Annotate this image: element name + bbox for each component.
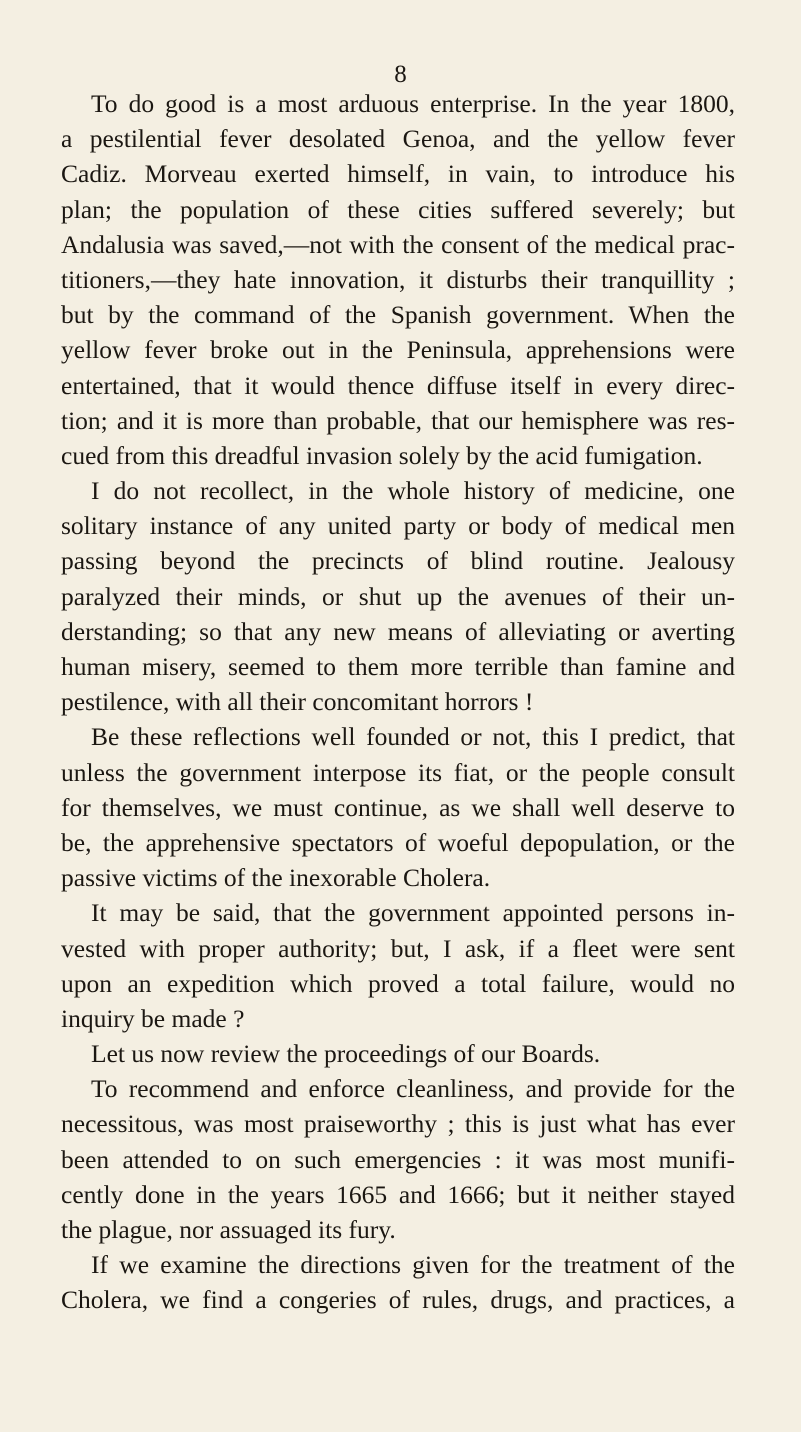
- text-line: Cholera, we find a congeries of rules, drugs, and practices, a: [61, 1285, 735, 1315]
- text-line: If we examine the directions given for the treatment of the: [91, 1250, 735, 1280]
- text-line: derstanding; so that any new means of alleviating or averting: [61, 616, 735, 646]
- text-line: tion; and it is more than probable, that our hemisphere was res-: [61, 405, 735, 435]
- text-line: Andalusia was saved,—not with the consent of the medical prac-: [61, 229, 735, 259]
- text-line: I do not recollect, in the whole history of medicine, one: [91, 476, 735, 506]
- text-line: inquiry be made ?: [61, 1003, 245, 1033]
- text-line: passing beyond the precincts of blind routine. Jealousy: [61, 546, 735, 576]
- text-line: entertained, that it would thence diffuse itself in every direc-: [61, 370, 735, 400]
- text-line: yellow fever broke out in the Peninsula, apprehensions were: [61, 335, 735, 365]
- text-line: plan; the population of these cities suffered severely; but: [61, 194, 735, 224]
- text-line: It may be said, that the government appointed persons in-: [91, 898, 735, 928]
- text-line: To do good is a most arduous enterprise. In the year 1800,: [91, 89, 735, 118]
- text-line: cued from this dreadful invasion solely by the acid fumigation.: [61, 440, 703, 470]
- text-line: necessitous, was most praiseworthy ; this is just what has ever: [61, 1109, 735, 1139]
- text-line: solitary instance of any united party or body of medical men: [61, 511, 735, 541]
- text-line: paralyzed their minds, or shut up the avenues of their un-: [61, 581, 735, 611]
- text-line: Let us now review the proceedings of our Boards.: [91, 1039, 601, 1069]
- text-line: titioners,—they hate innovation, it disturbs their tranquillity ;: [61, 264, 735, 294]
- text-line: pestilence, with all their concomitant horrors !: [61, 687, 534, 717]
- text-line: the plague, nor assuaged its fury.: [61, 1215, 396, 1244]
- text-line: human misery, seemed to them more terrible than famine and: [61, 652, 735, 681]
- text-line: unless the government interpose its fiat, or the people consult: [61, 757, 735, 787]
- page-number: 8: [394, 61, 407, 88]
- text-line: passive victims of the inexorable Cholera.: [61, 863, 491, 893]
- text-line: be, the apprehensive spectators of woeful depopulation, or the: [61, 827, 735, 857]
- text-line: for themselves, we must continue, as we shall well deserve to: [61, 792, 735, 822]
- text-line: Be these reflections well founded or not, this I predict, that: [91, 722, 735, 752]
- text-line: cently done in the years 1665 and 1666; but it neither stayed: [61, 1179, 735, 1209]
- text-line: To recommend and enforce cleanliness, and provide for the: [91, 1074, 735, 1104]
- text-line: but by the command of the Spanish government. When the: [61, 300, 735, 330]
- body-text: [61, 86, 735, 1318]
- text-line: been attended to on such emergencies : it was most munifi-: [61, 1144, 735, 1174]
- text-line: a pestilential fever desolated Genoa, and the yellow fever: [61, 124, 735, 154]
- text-line: upon an expedition which proved a total failure, would no: [61, 968, 735, 998]
- text-line: Cadiz. Morveau exerted himself, in vain, to introduce his: [61, 159, 735, 189]
- text-line: vested with proper authority; but, I ask, if a fleet were sent: [61, 933, 735, 963]
